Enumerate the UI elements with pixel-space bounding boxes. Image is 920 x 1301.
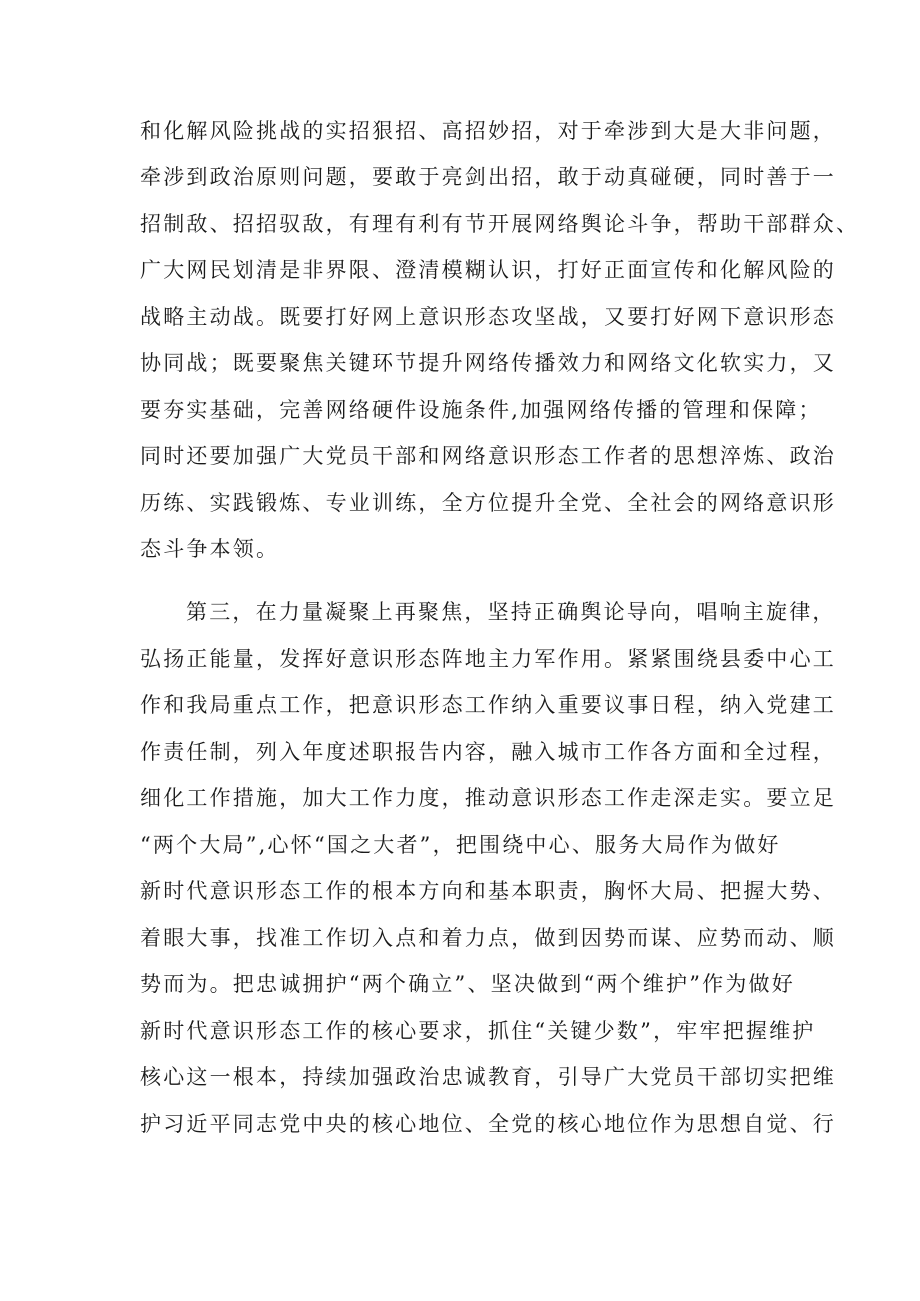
text-line: “两个大局”,心怀“国之大者”，把围绕中心、服务大局作为做好 xyxy=(140,833,781,857)
text-line: 细化工作措施，加大工作力度，推动意识形态工作走深走实。要立足 xyxy=(140,786,836,810)
text-line: 态斗争本领。 xyxy=(140,537,280,561)
text-line: 护习近平同志党中央的核心地位、全党的核心地位作为思想自觉、行 xyxy=(140,1112,836,1136)
paragraph-start-line: 第三，在力量凝聚上再聚焦，坚持正确舆论导向，唱响主旋律， xyxy=(186,600,836,624)
text-line: 历练、实践锻炼、专业训练，全方位提升全党、全社会的网络意识形 xyxy=(140,491,836,515)
text-line: 同时还要加强广大党员干部和网络意识形态工作者的思想淬炼、政治 xyxy=(140,444,836,468)
text-line: 和化解风险挑战的实招狠招、高招妙招，对于牵涉到大是大非问题， xyxy=(140,119,836,143)
text-line: 新时代意识形态工作的根本方向和基本职责，胸怀大局、把握大势、 xyxy=(140,879,836,903)
text-line: 协同战；既要聚焦关键环节提升网络传播效力和网络文化软实力，又 xyxy=(140,351,836,375)
text-line: 势而为。把忠诚拥护“两个确立”、坚决做到“两个维护”作为做好 xyxy=(140,972,795,996)
text-line: 广大网民划清是非界限、澄清模糊认识，打好正面宣传和化解风险的 xyxy=(140,258,836,282)
text-line: 牵涉到政治原则问题，要敢于亮剑出招，敢于动真碰硬，同时善于一 xyxy=(140,165,836,189)
text-line: 战略主动战。既要打好网上意识形态攻坚战，又要打好网下意识形态 xyxy=(140,305,836,329)
text-line: 核心这一根本，持续加强政治忠诚教育，引导广大党员干部切实把维 xyxy=(140,1065,836,1089)
text-line: 招制敌、招招驭敌，有理有利有节开展网络舆论斗争，帮助干部群众、 xyxy=(140,212,860,236)
text-line: 要夯实基础，完善网络硬件设施条件,加强网络传播的管理和保障； xyxy=(140,398,822,422)
text-line: 弘扬正能量，发挥好意识形态阵地主力军作用。紧紧围绕县委中心工 xyxy=(140,647,836,671)
text-line: 新时代意识形态工作的核心要求，抓住“关键少数”，牢牢把握维护 xyxy=(140,1019,816,1043)
text-line: 着眼大事，找准工作切入点和着力点，做到因势而谋、应势而动、顺 xyxy=(140,926,836,950)
text-line: 作和我局重点工作，把意识形态工作纳入重要议事日程，纳入党建工 xyxy=(140,693,836,717)
text-line: 作责任制，列入年度述职报告内容，融入城市工作各方面和全过程， xyxy=(140,740,836,764)
